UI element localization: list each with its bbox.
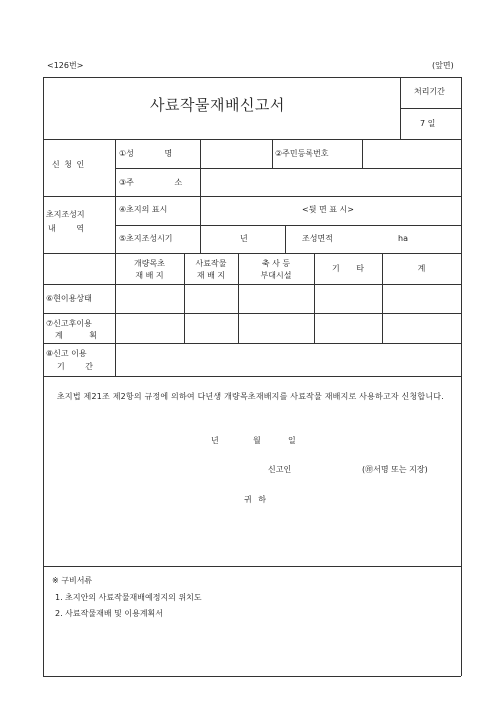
- header-improved-grass: 개량목초 재 배 지: [134, 259, 165, 280]
- document-item: 1. 초지안의 사료작물재배예정지의 위치도: [55, 593, 202, 602]
- location-note: <뒷 면 표 시>: [302, 205, 354, 214]
- planned-use-label: ⑦신고후이용: [46, 319, 92, 328]
- address-label: ③주 소: [119, 178, 183, 187]
- grid-line: [115, 225, 461, 226]
- document-item: 2. 사료작물재배 및 이용계획서: [55, 609, 163, 618]
- processing-period: 7 일: [420, 119, 436, 128]
- period-label: ⑧신고 이용: [46, 349, 87, 358]
- creation-date-label: ⑤초지조성시기: [119, 234, 173, 243]
- grid-line: [43, 139, 461, 140]
- grid-line: [272, 139, 273, 168]
- location-label: ④초지의 표시: [119, 205, 168, 214]
- date-day: 일: [288, 436, 296, 445]
- grid-line: [43, 196, 461, 197]
- area-label: 조성면적: [302, 234, 333, 243]
- date-month: 월: [253, 436, 261, 445]
- grid-line: [115, 168, 461, 169]
- header-forage-crop: 사료작물 재 배 지: [195, 259, 227, 280]
- documents-heading: ※ 구비서류: [52, 576, 93, 585]
- grid-line: [43, 343, 461, 344]
- form-title: 사료작물재배신고서: [150, 96, 285, 114]
- grassland-section-label: 초지조성지: [46, 210, 85, 219]
- frame-right: [461, 77, 462, 676]
- rrn-label: ②주민등록번호: [275, 149, 329, 158]
- processing-divider: [400, 108, 461, 109]
- grid-line: [362, 139, 363, 168]
- frame-top: [43, 77, 461, 78]
- grid-line: [43, 376, 461, 377]
- grid-line: [200, 196, 201, 253]
- header-facilities: 축 사 등 부대시설: [260, 259, 292, 280]
- year-unit: 년: [240, 234, 248, 243]
- addressee: 귀 하: [244, 495, 266, 504]
- processing-label: 처리기간: [414, 87, 445, 96]
- grid-line: [43, 313, 461, 314]
- header-other: 기 타: [332, 264, 364, 273]
- signature-label: (㊞서명 또는 지장): [362, 465, 428, 474]
- header-total: 계: [417, 264, 426, 273]
- current-use-label: ⑥현이용상태: [46, 294, 92, 303]
- form-number: <126번>: [47, 61, 84, 70]
- applicant-section-label: 신 청 인: [52, 160, 86, 169]
- grid-line: [285, 225, 286, 253]
- declaration-text: 초지법 제21조 제2항의 규정에 의하여 다년생 개량목초재배지를 사료작물 재배지로 사용하고자 신청합니다.: [57, 392, 444, 401]
- page-side: (앞면): [432, 61, 454, 70]
- grid-line: [43, 253, 461, 254]
- declarant-label: 신고인: [268, 465, 292, 474]
- grid-line: [200, 139, 201, 168]
- period-label-2: 기 간: [57, 362, 93, 371]
- grid-line: [200, 168, 201, 196]
- planned-use-label-2: 계 획: [55, 331, 97, 340]
- grid-line: [43, 566, 461, 567]
- name-label: ①성 명: [119, 149, 173, 158]
- area-unit: ha: [398, 234, 408, 243]
- grid-line: [43, 284, 461, 285]
- frame-bottom: [43, 676, 461, 677]
- date-year: 년: [211, 436, 219, 445]
- grassland-section-label-2: 내 역: [48, 224, 84, 233]
